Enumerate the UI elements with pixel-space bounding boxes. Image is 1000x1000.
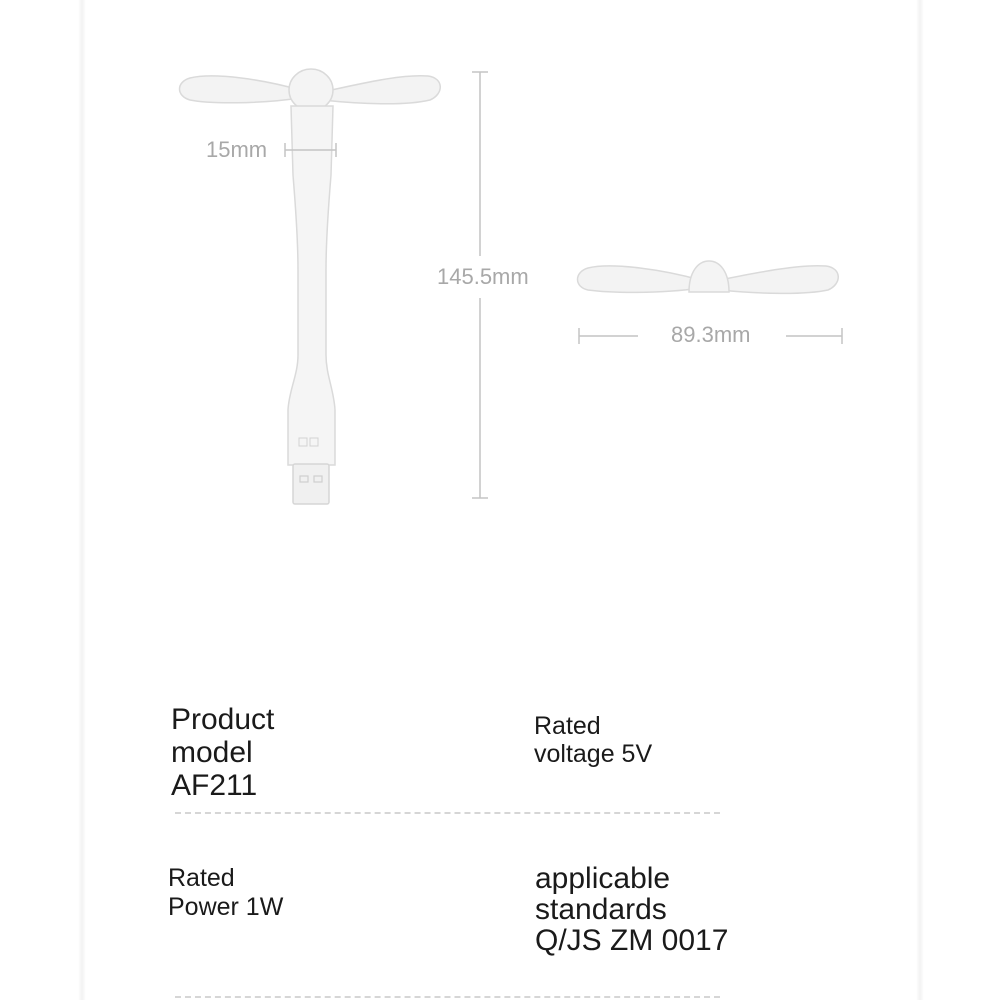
top-hub bbox=[689, 261, 729, 292]
fan-top-view-icon bbox=[578, 261, 839, 293]
top-blade-left bbox=[578, 266, 701, 292]
usb-plug bbox=[293, 464, 329, 504]
spec-rated-voltage bbox=[534, 712, 652, 768]
fan-blade-right bbox=[322, 76, 440, 104]
span-dimension bbox=[579, 322, 842, 347]
length-dimension bbox=[437, 72, 529, 498]
spec-power-line-2: Power 1W bbox=[168, 893, 284, 921]
fan-blade-left bbox=[180, 76, 301, 103]
usb-fan-front-icon bbox=[180, 69, 441, 504]
spec-standards-line-3: Q/JS ZM 0017 bbox=[535, 924, 729, 957]
fan-hub bbox=[289, 69, 333, 111]
spec-standards-line-1: applicable bbox=[535, 862, 671, 895]
spec-model-line-3: AF211 bbox=[171, 769, 258, 802]
spec-voltage-line-1: Rated bbox=[534, 712, 601, 740]
neck-width-label: 15mm bbox=[206, 137, 268, 162]
spec-product-model bbox=[171, 703, 274, 802]
spec-model-line-1: Product bbox=[171, 703, 275, 736]
spec-divider bbox=[175, 996, 720, 998]
length-label: 145.5mm bbox=[437, 264, 529, 289]
spec-voltage-line-2: voltage 5V bbox=[534, 740, 653, 768]
spec-applicable-standards bbox=[535, 863, 728, 956]
spec-rated-power bbox=[168, 864, 283, 922]
top-blade-right bbox=[720, 266, 838, 294]
spec-power-line-1: Rated bbox=[168, 864, 235, 892]
fan-neck bbox=[288, 106, 335, 465]
spec-divider bbox=[175, 812, 720, 814]
spec-standards-line-2: standards bbox=[535, 893, 667, 926]
spec-model-line-2: model bbox=[171, 736, 253, 769]
span-label: 89.3mm bbox=[671, 322, 751, 347]
